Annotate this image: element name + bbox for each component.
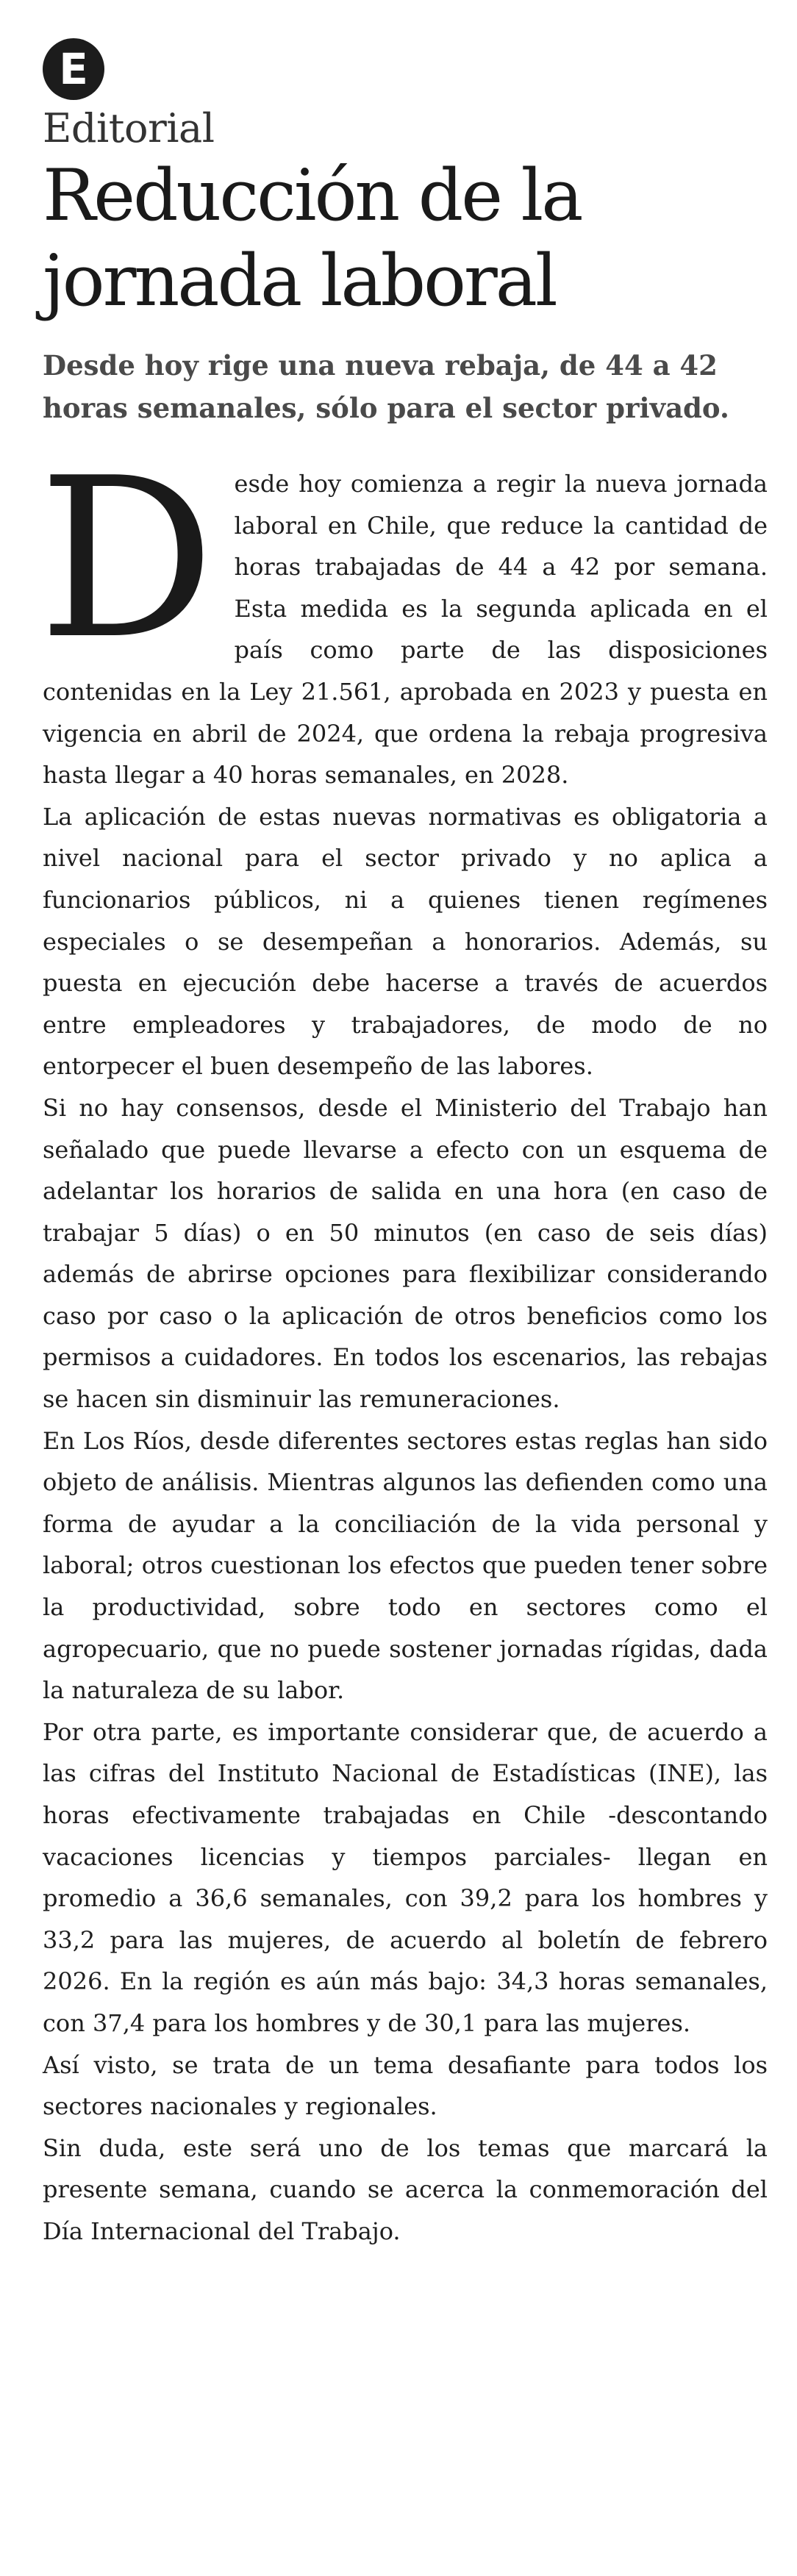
paragraph-1 — [38, 431, 768, 796]
paragraph-7: Sin duda, este será uno de los temas que marcará la presente semana, cuando se acerca la conmemoración del Día Internacional del Trabajo. — [43, 2133, 768, 2245]
paragraph-4: En Los Ríos, desde diferentes sectores estas reglas han sido objeto de análisis. Mientras algunos las defienden como una forma de ayudar a la conciliación de la vida personal y laboral; otros cuestionan los efectos que pueden tener sobre la productividad, sobre todo en sectores como el agropecuario, que no puede sostener jornadas rígidas, dada la naturaleza de su labor. — [43, 1426, 768, 1705]
paragraph-5: Por otra parte, es importante considerar que, de acuerdo a las cifras del Instituto Nacional de Estadísticas (INE), las horas efectivamente trabajadas en Chile -descontando vacaciones licencias y tiempos parciales- llegan en promedio a 36,6 semanales, con 39,2 para los hombres y 33,2 para las mujeres, de acuerdo al boletín de febrero 2026. En la región es aún más bajo: 34,3 horas semanales, con 37,4 para los hombres y de 30,1 para las mujeres. — [43, 1717, 768, 2037]
masthead — [43, 38, 778, 100]
editorial-article — [38, 38, 778, 2253]
section-label: Editorial — [43, 105, 215, 151]
article-body — [38, 431, 768, 2253]
paragraph-2: La aplicación de estas nuevas normativas es obligatoria a nivel nacional para el sector privado y no aplica a funcionarios públicos, ni a quienes tienen regímenes especiales o se desempeñan a honorarios. Además, su puesta en ejecución debe hacerse a través de acuerdos entre empleadores y trabajadores, de modo de no entorpecer el buen desempeño de las labores. — [43, 802, 768, 1081]
headline: Reducción de la jornada laboral — [43, 154, 582, 322]
drop-cap: D — [38, 431, 215, 687]
editorial-badge: E — [43, 38, 104, 100]
deck-subtitle: Desde hoy rige una nueva rebaja, de 44 a 42 horas semanales, sólo para el sector privado. — [43, 349, 729, 424]
paragraph-1-text: esde hoy comienza a regir la nueva jornada laboral en Chile, que reduce la cantidad de horas trabajadas de 44 a 42 por semana. Esta medida es la segunda aplicada en el país como parte de las disposiciones contenidas en la Ley 21.561, aprobada en 2023 y puesta en vigencia en abril de 2024, que ordena la rebaja progresiva hasta llegar a 40 horas semanales, en 2028. — [43, 470, 768, 790]
paragraph-6: Así visto, se trata de un tema desafiante para todos los sectores nacionales y regionales. — [43, 2050, 768, 2121]
paragraph-3: Si no hay consensos, desde el Ministerio del Trabajo han señalado que puede llevarse a efecto con un esquema de adelantar los horarios de salida en una hora (en caso de trabajar 5 días) o en 50 minutos (en caso de seis días) además de abrirse opciones para flexibilizar considerando caso por caso o la aplicación de otros beneficios como los permisos a cuidadores. En todos los escenarios, las rebajas se hacen sin disminuir las remuneraciones. — [43, 1093, 768, 1414]
